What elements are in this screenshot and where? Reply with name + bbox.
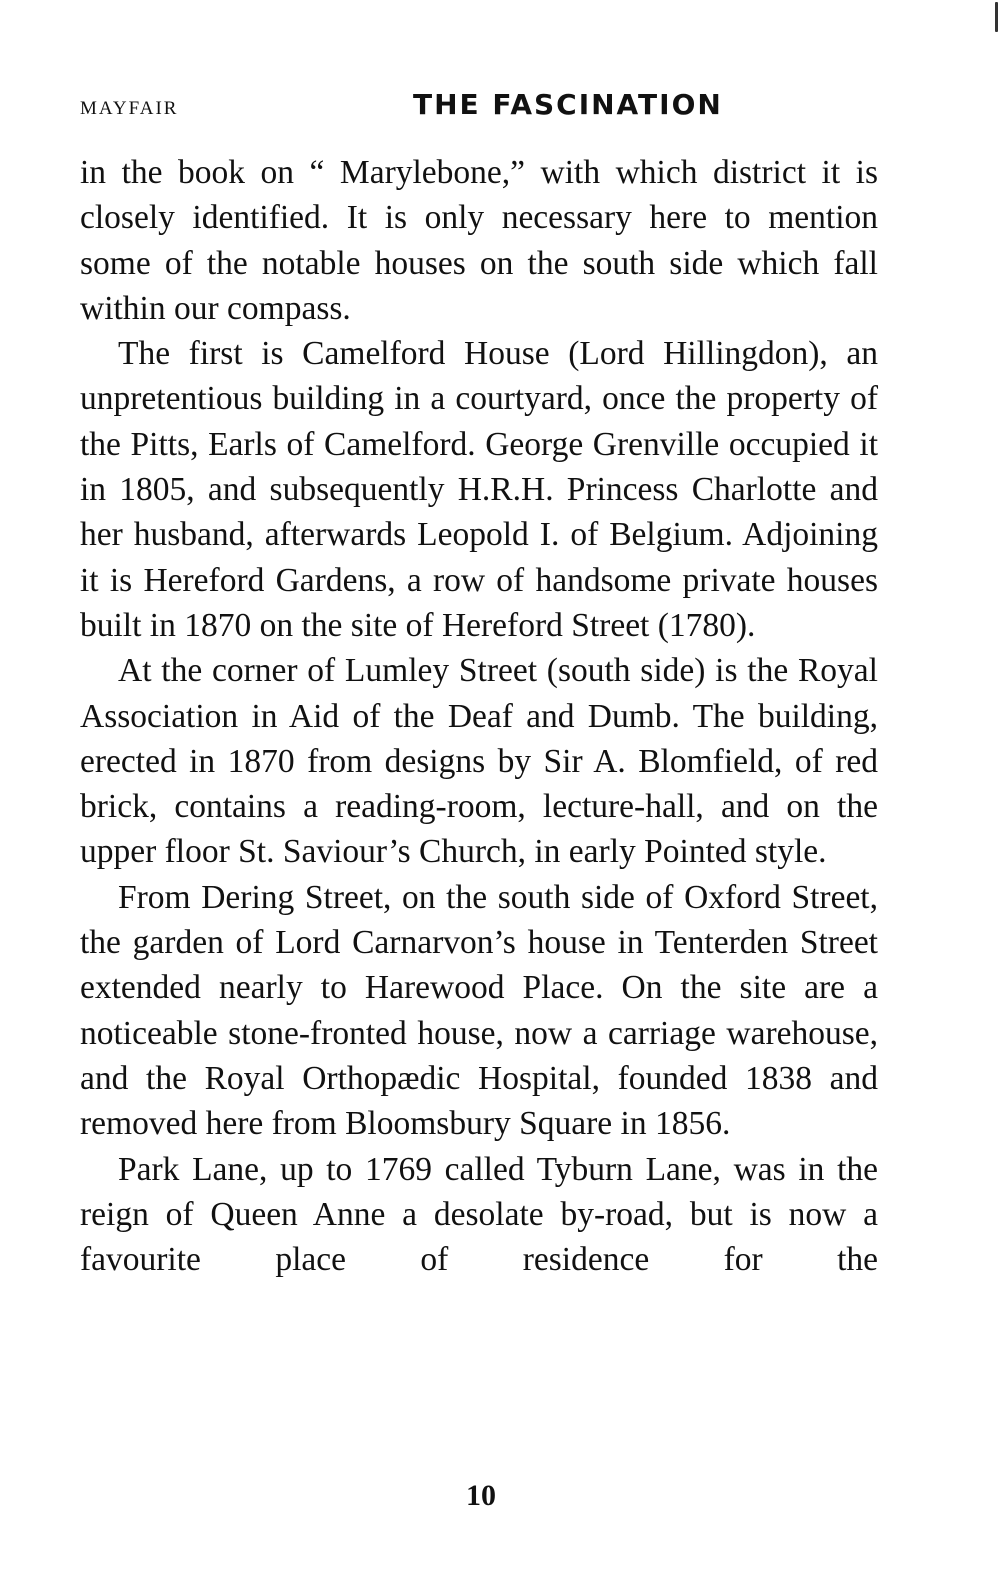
running-title: THE FASCINATION: [413, 88, 723, 121]
paragraph-continued: in the book on “ Marylebone,” with which district it is closely identified. It is only necessary here to mention some of the notable houses on the south side which fall within our compass.: [80, 154, 878, 327]
paragraph-dering-street: From Dering Street, on the south side of Oxford Street, the garden of Lord Carnarvon’s house in Tenterden Street extended nearly to Harewood Place. On the site are a noticeable stone-fronted house, now a carriage warehouse, and the Royal Orthopædic Hospital, founded 1838 and removed here from Bloomsbury Square in 1856.: [80, 878, 878, 1143]
paragraph-camelford-house: The first is Camelford House (Lord Hillingdon), an unpretentious building in a courtyard, once the property of the Pitts, Earls of Camelford. George Grenville occupied it in 1805, and subsequently H.R.H. Princess Charlotte and her husband, afterwards Leopold I. of Belgium. Adjoining it is Hereford Gardens, a row of handsome private houses built in 1870 on the site of Hereford Street (1780).: [80, 335, 878, 644]
section-label: MAYFAIR: [80, 98, 179, 119]
body-text: [80, 150, 878, 1282]
paragraph-lumley-street: At the corner of Lumley Street (south side) is the Royal Association in Aid of the Deaf and Dumb. The building, erected in 1870 from designs by Sir A. Blomfield, of red brick, contains a reading-room, lecture-hall, and on the upper floor St. Saviour’s Church, in early Pointed style.: [80, 652, 878, 871]
running-head: [80, 88, 880, 128]
page-number: 10: [466, 1479, 496, 1512]
paragraph-park-lane: Park Lane, up to 1769 called Tyburn Lane, was in the reign of Queen Anne a desolate by-road, but is now a favourite place of residence for the: [80, 1150, 878, 1279]
scan-edge-mark: [995, 2, 998, 32]
